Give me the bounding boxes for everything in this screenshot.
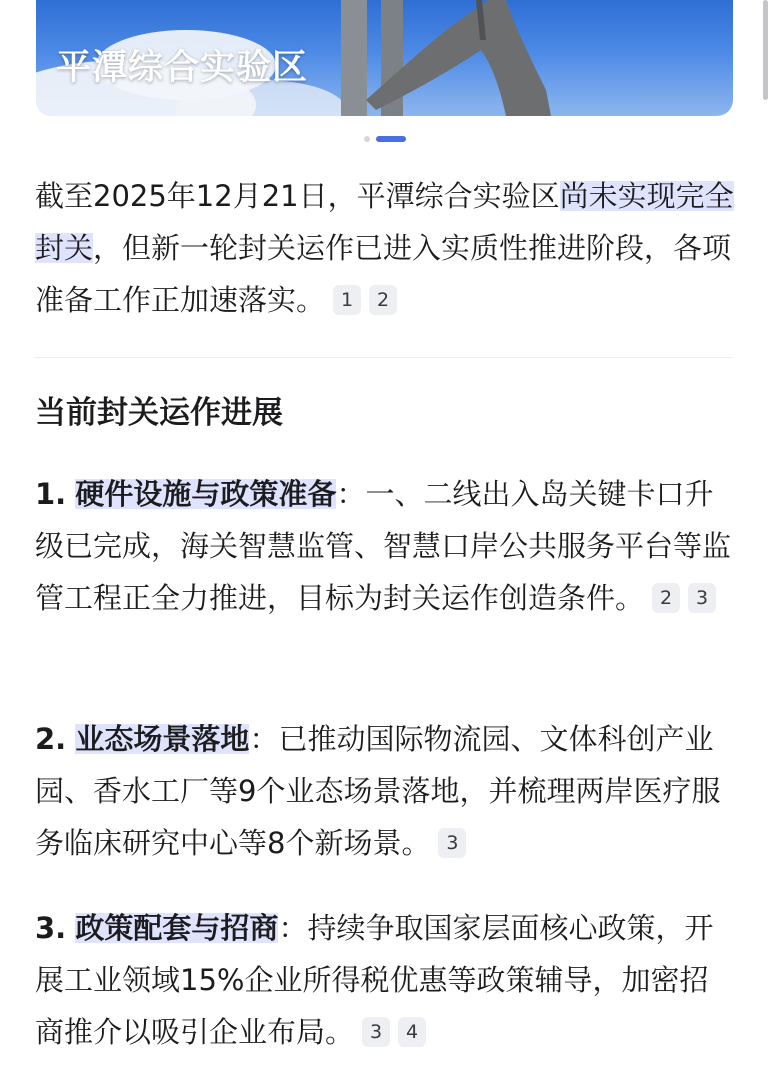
divider [35,357,732,358]
citation-badge[interactable]: 3 [688,583,716,613]
item-body: 已推动国际物流园、文体科创产业园、香水工厂等9个业态场景落地，并梳理两岸医疗服务临床研究中心等8个新场景。 [35,722,721,860]
citation-badge[interactable]: 1 [333,285,361,315]
citation-badge[interactable]: 2 [652,583,680,613]
scrollbar-thumb[interactable] [763,0,768,100]
item-heading: 业态场景落地 [75,722,250,756]
citation-badge[interactable]: 4 [398,1017,426,1047]
intro-paragraph [35,170,735,326]
list-item [35,713,735,869]
carousel-dot[interactable] [364,136,370,142]
item-number: 2. [35,722,67,756]
item-number: 3. [35,911,67,945]
list-item [35,902,735,1058]
intro-text: 截至2025年12月21日，平潭综合实验区 [35,179,560,213]
item-body: 一、二线出入岛关键卡口升级已完成，海关智慧监管、智慧口岸公共服务平台等监管工程正全力推进，目标为封关运作创造条件。 [35,477,732,615]
citation-badge[interactable]: 2 [369,285,397,315]
intro-highlight: 尚未实现完全封关 [35,179,734,265]
item-separator: ： [278,911,308,945]
item-number: 1. [35,477,67,511]
list-item [35,468,735,624]
item-separator: ： [249,722,279,756]
item-heading: 硬件设施与政策准备 [75,477,337,511]
citation-badge[interactable]: 3 [438,828,466,858]
hero-title: 平潭综合实验区 [56,48,309,88]
hero-image-card[interactable] [36,0,733,116]
item-heading: 政策配套与招商 [75,911,279,945]
carousel-dot-active[interactable] [376,136,406,142]
citation-badge[interactable]: 3 [362,1017,390,1047]
item-separator: ： [336,477,366,511]
item-body: 持续争取国家层面核心政策，开展工业领域15%企业所得税优惠等政策辅导，加密招商推介以吸引企业布局。 [35,911,714,1049]
carousel-indicator [0,136,768,144]
intro-text: ，但新一轮封关运作已进入实质性推进阶段，各项准备工作正加速落实。 [35,231,732,317]
section-title: 当前封关运作进展 [35,395,283,431]
